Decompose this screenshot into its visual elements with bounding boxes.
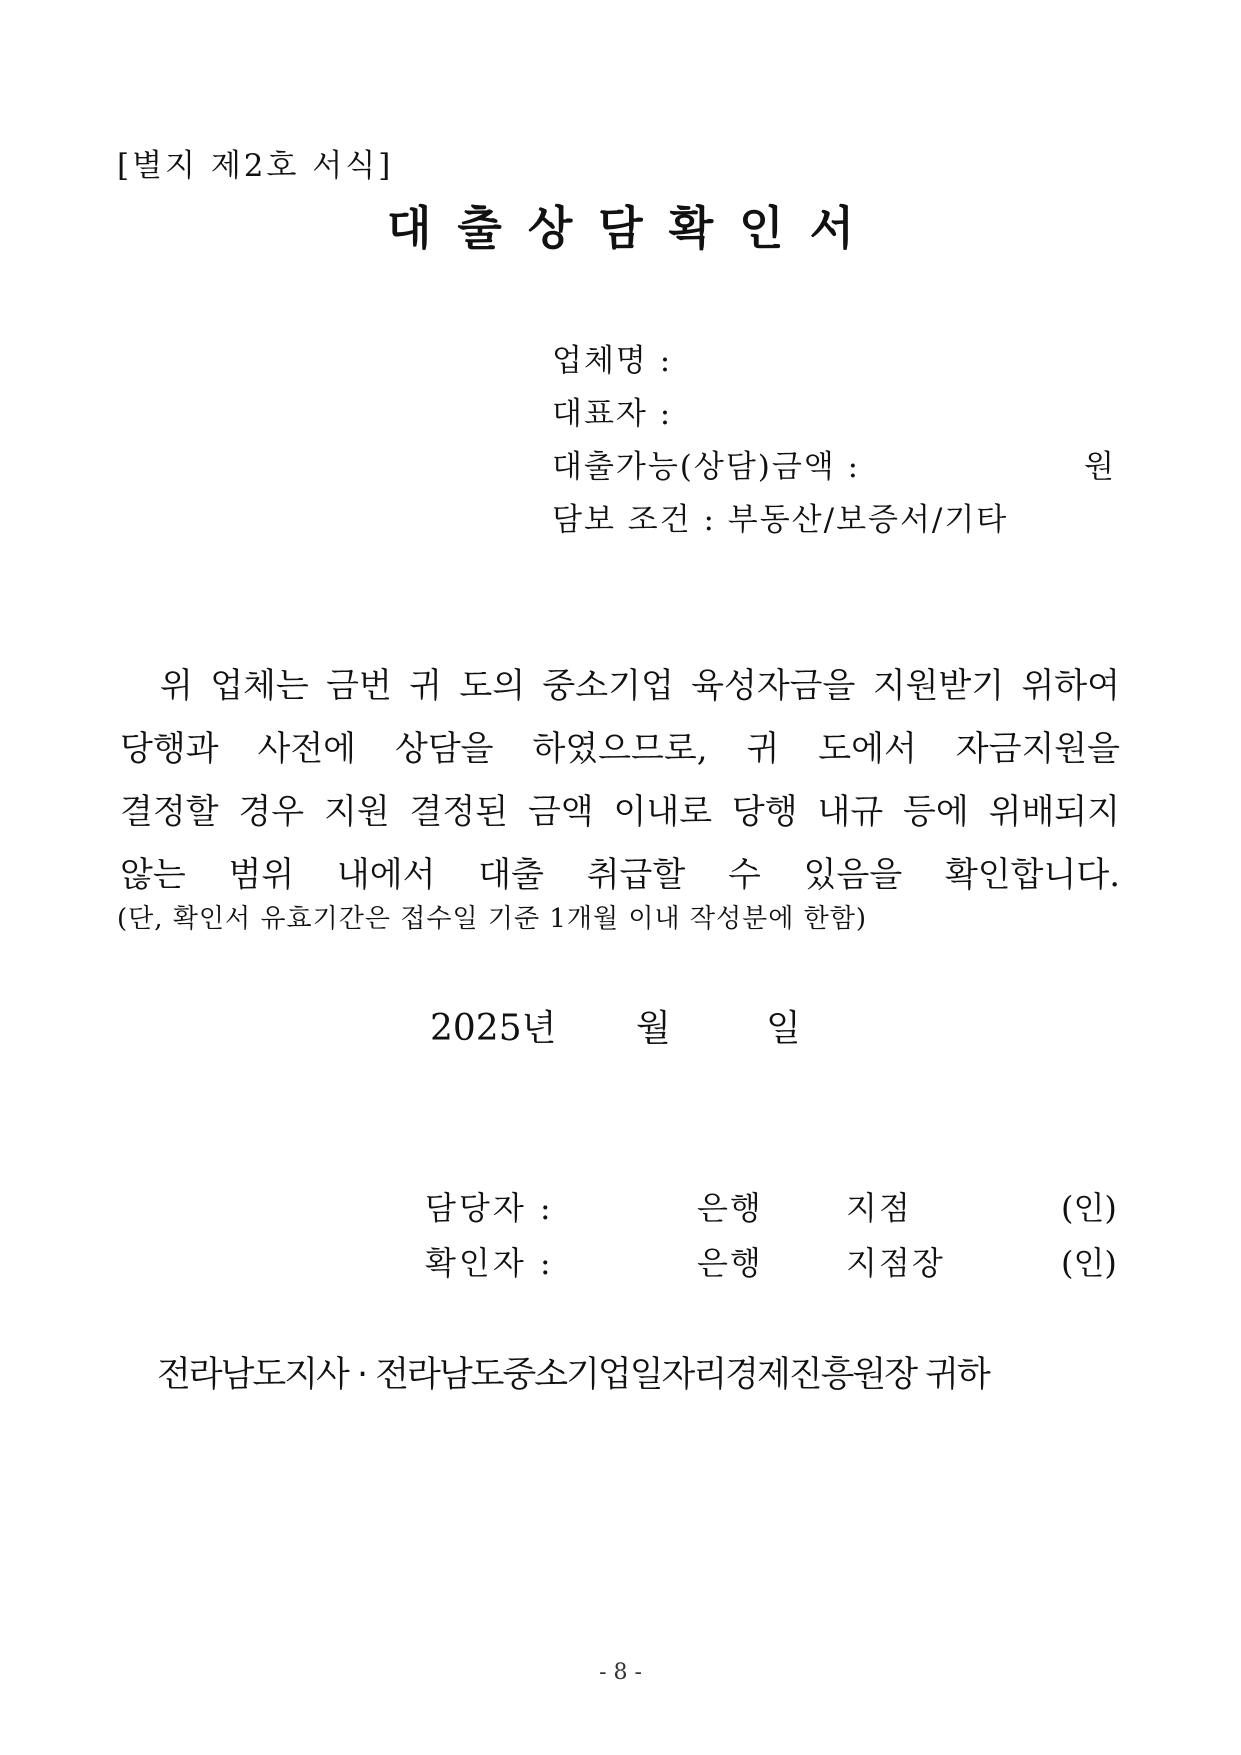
officer-label: 담당자 : [425, 1189, 554, 1227]
paragraph-line: 않는 범위 내에서 대출 취급할 수 있음을 확인합니다. [120, 855, 1120, 895]
officer-branch: 지점 [846, 1189, 912, 1227]
confirmer-seal: (인) [1061, 1244, 1117, 1282]
recipient-line: 전라남도지사 · 전라남도중소기업일자리경제진흥원장 귀하 [157, 1355, 989, 1395]
paragraph-line: 위 업체는 금번 귀 도의 중소기업 육성자금을 지원받기 위하여 [160, 666, 1120, 706]
paragraph-line: 당행과 사전에 상담을 하였으므로, 귀 도에서 자금지원을 [120, 729, 1120, 769]
date-year: 2025년 [430, 1008, 557, 1049]
validity-note: (단, 확인서 유효기간은 접수일 기준 1개월 이내 작성분에 한함) [117, 904, 867, 934]
representative-field: 대표자 : [552, 396, 673, 432]
date-day: 일 [766, 1008, 801, 1049]
form-label: [별지 제2호 서식] [117, 148, 394, 184]
paragraph-line: 결정할 경우 지원 결정된 금액 이내로 당행 내규 등에 위배되지 [120, 792, 1120, 832]
loan-amount-field: 대출가능(상담)금액 : [552, 449, 861, 485]
confirmer-label: 확인자 : [425, 1244, 554, 1282]
date-month: 월 [636, 1008, 671, 1049]
confirmation-paragraph [120, 655, 1120, 907]
confirmer-bank: 은행 [697, 1244, 763, 1282]
loan-amount-unit: 원 [1084, 449, 1114, 485]
officer-seal: (인) [1061, 1189, 1117, 1227]
confirmer-branch: 지점장 [846, 1244, 945, 1282]
page-number: - 8 - [599, 1660, 642, 1685]
document-title: 대출상담확인서 [386, 201, 881, 255]
company-name-field: 업체명 : [552, 343, 673, 379]
officer-bank: 은행 [697, 1189, 763, 1227]
collateral-field: 담보 조건 : 부동산/보증서/기타 [552, 502, 1009, 538]
